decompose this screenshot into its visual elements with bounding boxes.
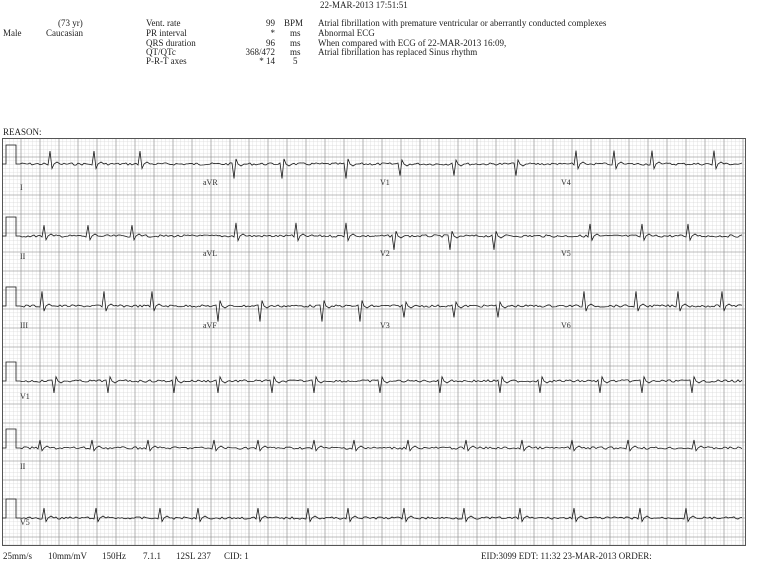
measurement-unit: 5 <box>293 56 298 66</box>
cid: CID: 1 <box>224 551 249 561</box>
lead-label-II: II <box>20 252 26 261</box>
filter: 150Hz <box>102 551 126 561</box>
ecg-trace-segment <box>376 160 558 176</box>
lead-label-V3: V3 <box>380 321 390 330</box>
lead-label-aVL: aVL <box>203 249 218 258</box>
lead-label-V5: V5 <box>561 249 571 258</box>
measurement-value: 368/472 <box>245 47 275 57</box>
lead-label-V1-rhythm: V1 <box>20 392 30 401</box>
measurement-value: * <box>270 28 275 38</box>
ecg-trace-segment <box>20 291 198 311</box>
interpretation-line: When compared with ECG of 22-MAR-2013 16:09, <box>318 38 507 48</box>
lead-label-aVF: aVF <box>203 321 217 330</box>
reason-label: REASON: <box>3 127 42 137</box>
order-info: EID:3099 EDT: 11:32 23-MAR-2013 ORDER: <box>481 551 652 561</box>
lead-label-III: III <box>20 321 28 330</box>
lead-label-V2: V2 <box>380 249 390 258</box>
interpretation-line: Atrial fibrillation with premature ventricular or aberrantly conducted complexes <box>318 18 607 28</box>
measurement-unit: BPM <box>284 18 304 28</box>
ecg-trace-segment <box>20 151 198 168</box>
measurement-label: PR interval <box>146 28 187 38</box>
ecg-rhythm-trace <box>20 508 742 522</box>
measurement-label: QT/QTc <box>146 47 176 57</box>
lead-label-V1: V1 <box>380 178 390 187</box>
measurement-unit: ms <box>290 38 301 48</box>
interpretation-line: Atrial fibrillation has replaced Sinus rhythm <box>318 47 478 57</box>
recording-datetime: 22-MAR-2013 17:51:51 <box>320 0 408 10</box>
ecg-trace-segment <box>376 302 558 317</box>
ecg-trace-segment <box>558 291 742 311</box>
ecg-trace-segment <box>20 225 198 240</box>
patient-age: (73 yr) <box>58 18 83 28</box>
lead-label-V4: V4 <box>561 178 571 187</box>
measurement-unit: ms <box>290 28 301 38</box>
measurement-unit: ms <box>290 47 301 57</box>
software-version: 7.1.1 <box>143 551 161 561</box>
measurement-label: Vent. rate <box>146 18 181 28</box>
measurement-value: 96 <box>266 38 275 48</box>
lead-label-V6: V6 <box>561 321 571 330</box>
ecg-trace-segment <box>558 224 742 240</box>
measurement-value: * 14 <box>259 56 275 66</box>
lead-label-I: I <box>20 183 23 192</box>
lead-label-aVR: aVR <box>203 178 218 187</box>
gain: 10mm/mV <box>48 551 88 561</box>
patient-ethnicity: Caucasian <box>46 28 83 38</box>
interpretation-line: Abnormal ECG <box>318 28 375 38</box>
paper-speed: 25mm/s <box>3 551 33 561</box>
measurement-label: QRS duration <box>146 38 196 48</box>
lead-label-II-rhythm: II <box>20 462 26 471</box>
ecg-rhythm-trace <box>20 440 742 451</box>
device-id: 12SL 237 <box>176 551 211 561</box>
measurement-label: P-R-T axes <box>146 56 187 66</box>
lead-label-V5-rhythm: V5 <box>20 518 30 527</box>
patient-sex: Male <box>3 28 22 38</box>
measurement-value: 99 <box>266 18 275 28</box>
ecg-grid <box>2 138 746 546</box>
